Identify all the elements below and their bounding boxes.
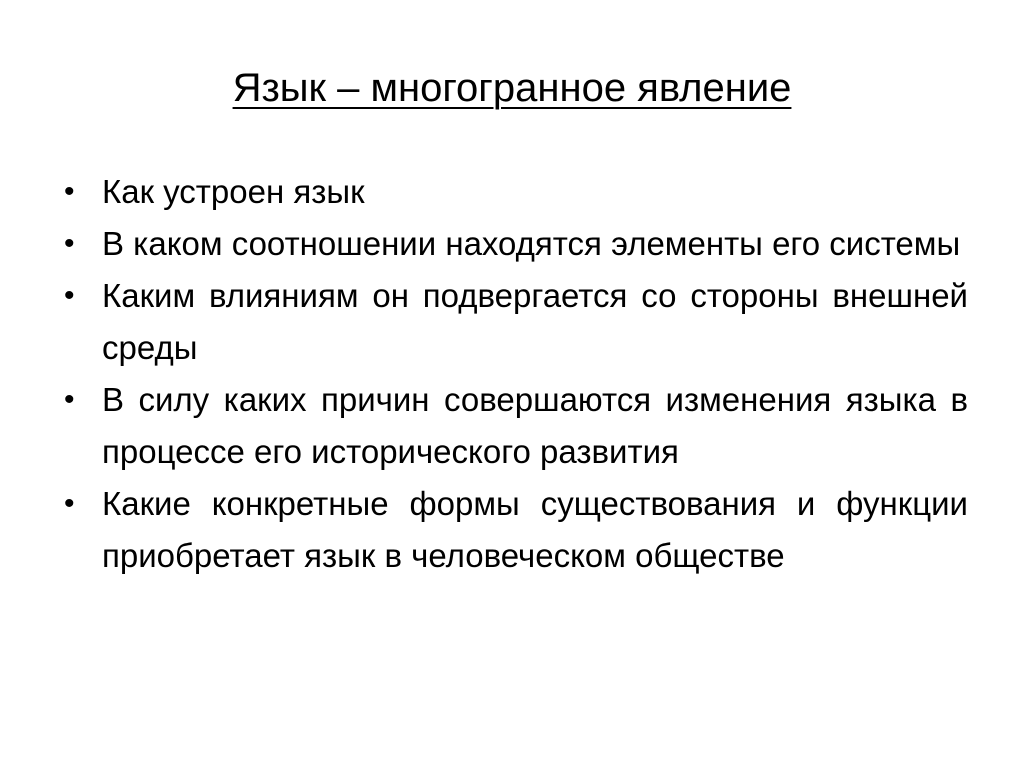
slide-title: Язык – многогранное явление [232,66,792,110]
bullet-item [64,218,968,270]
bullet-item [64,478,968,582]
bullet-text: Какие конкретные формы существования и функции приобретает язык в человеческом обществе [102,485,968,574]
bullet-text: В силу каких причин совершаются изменения языка в процессе его исторического развития [102,381,968,470]
bullet-icon: • [64,227,75,260]
bullet-icon: • [64,175,75,208]
bullet-item [64,166,968,218]
bullet-text: Как устроен язык [102,173,365,210]
bullet-icon: • [64,279,75,312]
bullet-item [64,270,968,374]
bullet-icon: • [64,383,75,416]
bullet-icon: • [64,487,75,520]
bullet-text: Каким влияниям он подвергается со стороны внешней среды [102,277,968,366]
bullet-list [64,166,968,582]
bullet-item [64,374,968,478]
bullet-text: В каком соотношении находятся элементы его системы [102,225,961,262]
